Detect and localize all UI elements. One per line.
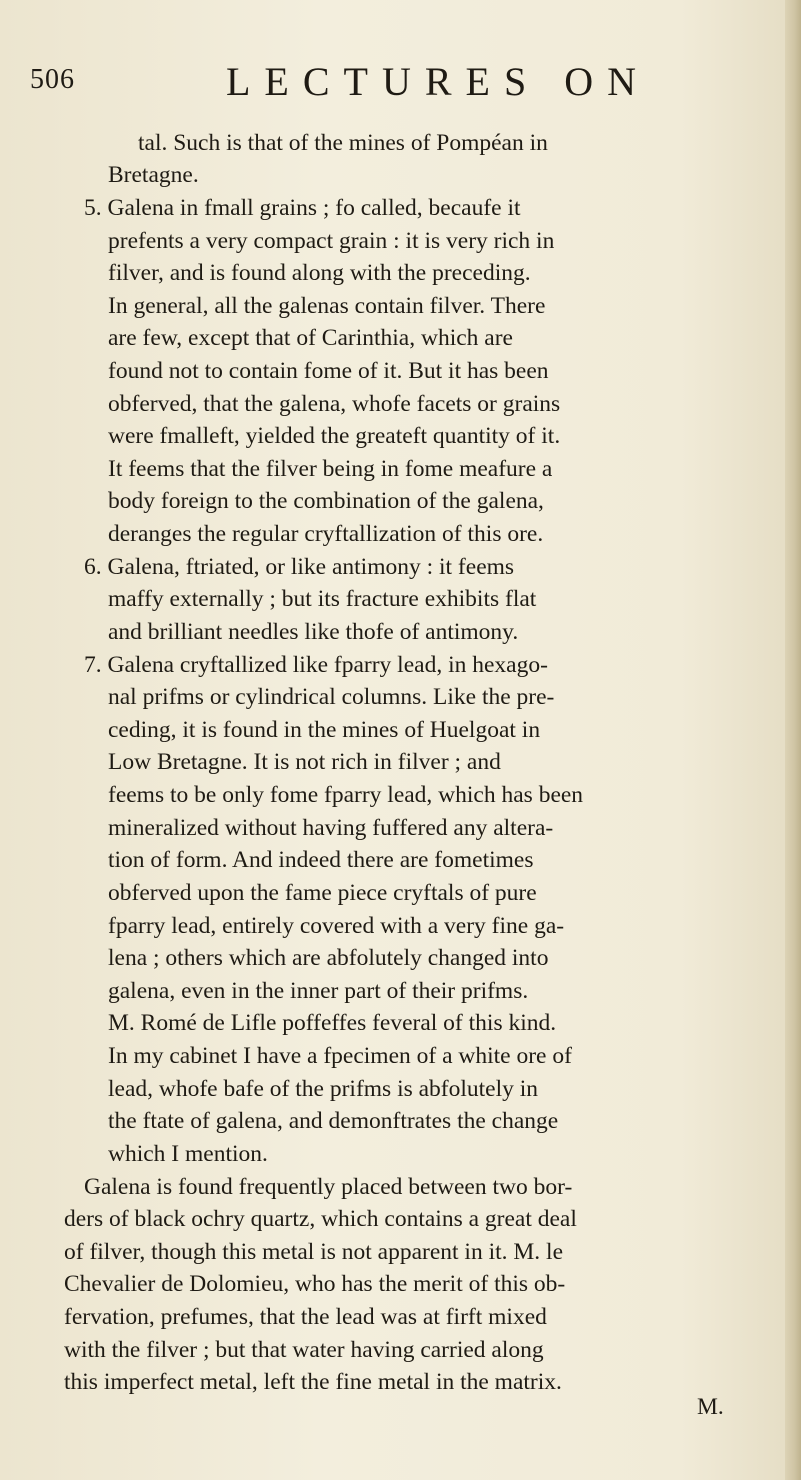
page-header xyxy=(30,58,750,106)
text-line: maffy externally ; but its fracture exhibits flat xyxy=(108,586,537,612)
text-line: ceding, it is found in the mines of Huelgoat in xyxy=(108,717,541,743)
text-line: Bretagne. xyxy=(108,162,199,188)
text-line: obferved, that the galena, whofe facets or grains xyxy=(108,391,561,417)
text-line: fervation, prefumes, that the lead was at firft mixed xyxy=(64,1304,547,1330)
text-line: which I mention. xyxy=(108,1141,268,1167)
text-line: ders of black ochry quartz, which contains a great deal xyxy=(64,1206,577,1232)
text-line: prefents a very compact grain : it is very rich in xyxy=(108,228,555,254)
text-line: mineralized without having fuffered any altera- xyxy=(108,815,554,841)
text-line: fparry lead, entirely covered with a very fine ga- xyxy=(108,913,565,939)
catchword: M. xyxy=(697,1394,724,1420)
text-line: In my cabinet I have a fpecimen of a white ore of xyxy=(108,1043,572,1069)
text-line: feems to be only fome fparry lead, which has been xyxy=(108,782,584,808)
text-line: M. Romé de Lifle poffeffes feveral of this kind. xyxy=(108,1010,557,1036)
text-line: Galena is found frequently placed between two bor- xyxy=(84,1174,573,1200)
text-line: found not to contain fome of it. But it has been xyxy=(108,358,549,384)
text-line: with the filver ; but that water having carried along xyxy=(64,1337,544,1363)
text-line: were fmalleft, yielded the greateft quantity of it. xyxy=(108,423,561,449)
text-line: 6. Galena, ftriated, or like antimony : it feems xyxy=(84,554,515,580)
text-line: body foreign to the combination of the galena, xyxy=(108,488,544,514)
text-line: obferved upon the fame piece cryftals of pure xyxy=(108,880,537,906)
running-head: LECTURES ON xyxy=(226,59,650,104)
text-line: tion of form. And indeed there are fometimes xyxy=(108,847,534,873)
text-line: lena ; others which are abfolutely changed into xyxy=(108,945,549,971)
text-line: It feems that the filver being in fome meafure a xyxy=(108,456,553,482)
page-edge xyxy=(785,0,801,1480)
text-line: deranges the regular cryftallization of this ore. xyxy=(108,521,544,547)
page-number: 506 xyxy=(30,64,75,95)
text-line: lead, whofe bafe of the prifms is abfolutely in xyxy=(108,1076,539,1102)
text-line: Low Bretagne. It is not rich in filver ; and xyxy=(108,749,501,775)
text-line: 5. Galena in fmall grains ; fo called, becaufe it xyxy=(84,195,521,221)
text-line: this imperfect metal, left the fine metal in the matrix. xyxy=(64,1369,562,1395)
text-line: are few, except that of Carinthia, which are xyxy=(108,325,513,351)
text-line: nal prifms or cylindrical columns. Like the pre- xyxy=(108,684,555,710)
text-line: In general, all the galenas contain filver. There xyxy=(108,293,546,319)
text-line: and brilliant needles like thofe of antimony. xyxy=(108,619,519,645)
text-line: of filver, though this metal is not apparent in it. M. le xyxy=(64,1239,563,1265)
text-line: the ftate of galena, and demonftrates the change xyxy=(108,1108,559,1134)
text-line: 7. Galena cryftallized like fparry lead, in hexago- xyxy=(84,652,548,678)
text-line: galena, even in the inner part of their prifms. xyxy=(108,978,529,1004)
text-line: Chevalier de Dolomieu, who has the merit of this ob- xyxy=(64,1271,566,1297)
text-line: tal. Such is that of the mines of Pompéan in xyxy=(138,130,548,156)
text-line: filver, and is found along with the preceding. xyxy=(108,260,531,286)
